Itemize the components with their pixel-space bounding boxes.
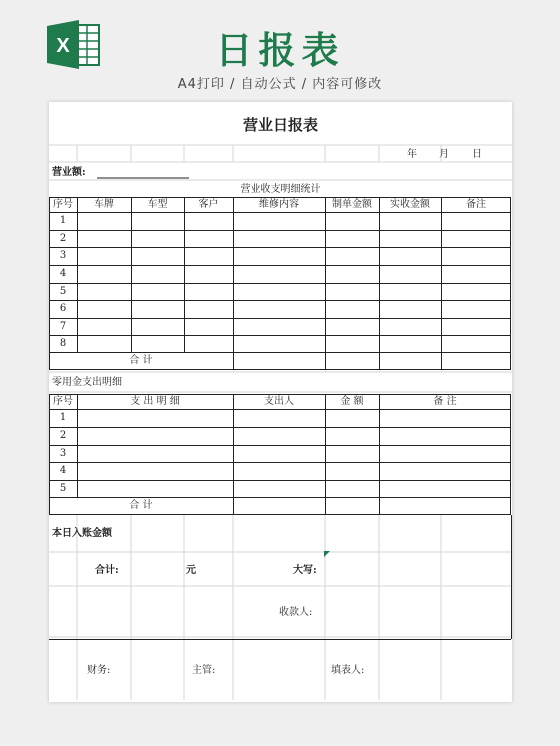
col-header: 备 注 xyxy=(433,396,457,407)
row-number: 2 xyxy=(59,430,67,441)
section1-title: 营业收支明细统计 xyxy=(240,184,321,195)
row-number: 8 xyxy=(59,338,67,349)
col-header: 金 额 xyxy=(340,396,364,407)
date-month-label: 月 xyxy=(439,149,449,160)
report-sheet xyxy=(49,102,512,702)
row-number: 5 xyxy=(59,286,67,297)
row-number: 3 xyxy=(59,250,67,261)
col-header: 序号 xyxy=(53,396,73,407)
col-header: 实收金额 xyxy=(390,199,430,210)
sheet-title: 营业日报表 xyxy=(242,116,318,134)
payee-label: 收款人: xyxy=(279,607,313,618)
row-number: 4 xyxy=(59,268,67,279)
page-subtitle: A4打印 / 自动公式 / 内容可修改 xyxy=(177,77,383,92)
date-day-label: 日 xyxy=(472,149,482,160)
capital-amount-label: 大写: xyxy=(293,565,317,576)
deposit-label: 本日入账金额 xyxy=(52,528,112,539)
excel-logo-icon xyxy=(47,19,101,70)
row-number: 4 xyxy=(59,465,67,476)
row-number: 1 xyxy=(59,412,67,423)
col-header: 备注 xyxy=(466,199,486,210)
revenue-label: 营业额: xyxy=(52,167,86,178)
section1-total-label: 合 计 xyxy=(129,355,153,366)
col-header: 客户 xyxy=(198,199,219,210)
col-header: 维修内容 xyxy=(259,199,299,210)
col-header: 序号 xyxy=(53,199,73,210)
date-year-label: 年 xyxy=(407,149,417,160)
section2-total-label: 合 计 xyxy=(129,500,153,511)
supervisor-label: 主管: xyxy=(192,665,216,676)
section2-title: 零用金支出明细 xyxy=(52,377,122,388)
col-header: 车型 xyxy=(147,199,168,210)
col-header: 车牌 xyxy=(94,199,114,210)
row-number: 6 xyxy=(59,303,67,314)
row-number: 7 xyxy=(59,321,67,332)
preparer-label: 填表人: xyxy=(331,665,365,676)
col-header: 支 出 明 细 xyxy=(130,396,180,407)
page-title: 日报表 xyxy=(215,29,345,72)
col-header: 支出人 xyxy=(264,396,294,407)
row-number: 5 xyxy=(59,483,67,494)
sum-total-label: 合计: xyxy=(95,565,119,576)
col-header: 制单金额 xyxy=(332,199,372,210)
row-number: 2 xyxy=(59,233,67,244)
row-number: 1 xyxy=(59,215,67,226)
svg-text:X: X xyxy=(56,35,70,57)
finance-label: 财务: xyxy=(87,665,111,676)
currency-label: 元 xyxy=(186,565,196,576)
row-number: 3 xyxy=(59,448,67,459)
